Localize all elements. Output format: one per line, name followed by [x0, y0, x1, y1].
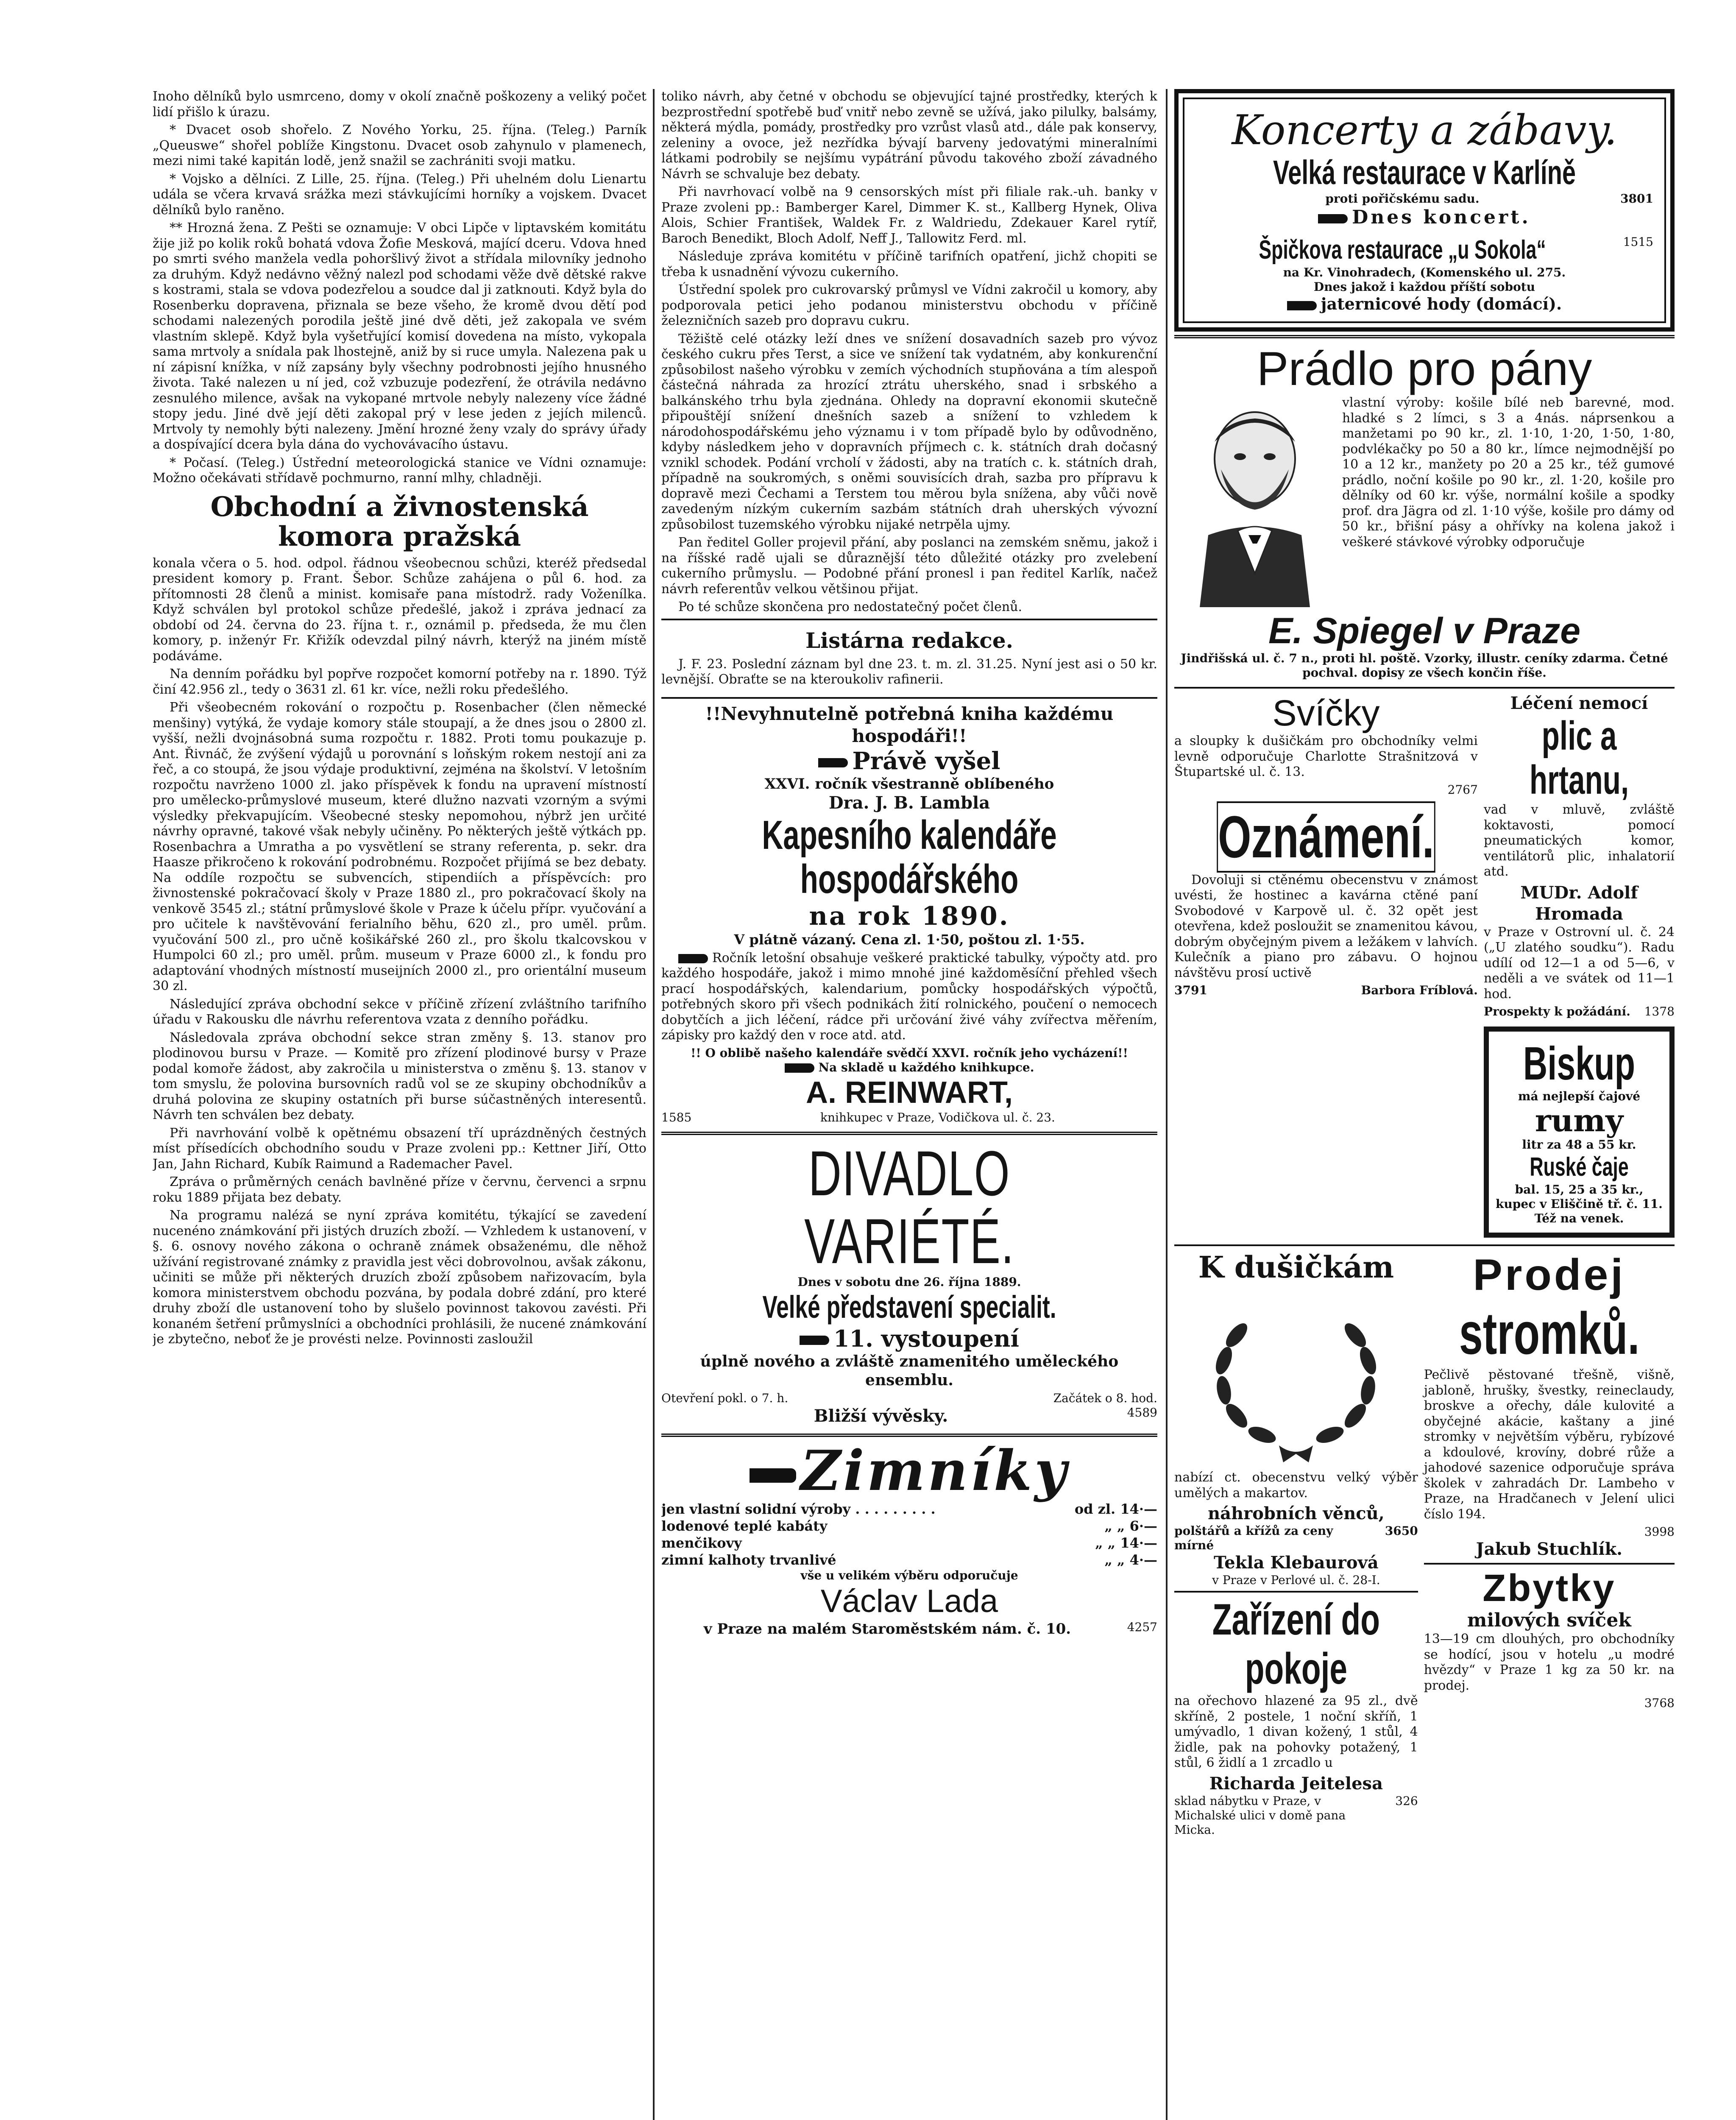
calendar-body: Ročník letošní obsahuje veškeré praktické tabulky, výpočty atd. pro každého hospodáře, jakož i mimo mnohé jiné každoměsíční přehled všech prací hospodářských, kalendarium, pomůcky hospodářských výpočtů, potřebných skoro při všech podnikách žití rolnického, poučení o nemocech dobytčích a jich léčení, rádce při určování živé váhy zvířectva měřením, zápisky pro každý den v roce atd. atd.: [661, 950, 1157, 1043]
restaurant-name: Špičkova restaurace „u Sokola“: [1259, 235, 1546, 265]
price-label: zimní kalhoty trvanlivé: [661, 1551, 836, 1568]
calendar-publisher: A. REINWART,: [805, 1075, 1013, 1110]
prodej-ad: [1424, 1250, 1675, 1837]
calendar-note: !! O oblibě našeho kalendáře svědčí XXVI. ročník jeho vycházení!!: [691, 1046, 1128, 1060]
variete-sub: 11. vystoupení: [833, 1325, 1019, 1352]
variete-posters: Bližší vývěsky.: [814, 1406, 948, 1426]
news-paragraph: * Počasí. (Teleg.) Ústřední meteorologická stanice ve Vídni oznamuje: Možno očekávati střídavě pochmurno, ranní mlhy, chladněji.: [153, 455, 646, 485]
pradlo-body: vlastní výroby: košile bílé neb barevné, mod. hladké s 2 límci, s 3 a 4nás. náprsenkou a manžetami po 90 kr., zl. 1·10, 1·20, 1·50, 1·80, podvlékačky po 50 a 80 kr., límce nejmodnější po 10 a 12 kr., manžety po 20 a 25 kr., též gumové prádlo, noční košile po 90 kr., zl. 1·20, košile pro dělníky od 60 kr. výše, normální košile a spodky prof. dra Jägra od zl. 1·10 výše, košile pro dámy od 50 kr., břišní pásy a ohřívky na kolena jakož i veškeré stávkové výrobky odporučuje: [1342, 395, 1675, 550]
news-paragraph: Při navrhování volbě k opětnému obsazení tří uprázdněných čestných míst přísedících obchodního soudu v Praze zvoleni pp.: Kettner Jiří, Otto Jan, Jahn Richard, Kubík Raimund a Rademacher Pavel.: [153, 1125, 646, 1172]
ad-number: 4589: [1127, 1405, 1157, 1420]
variete-ad: [661, 1132, 1157, 1430]
prodej-body: Pečlivě pěstované třešně, višně, jabloně, hrušky, švestky, reineclaudy, broskve a ořechy, dále kulovité a obyčejné akácie, kaštany a jiné stromky v největším výběru, rybízové a kdoulové, krovíny, dobré růže a jahodové sazenice odporučuje správa školek v zahradách Dr. Lambeho v Praze, na Hradčanech v Jelení ulici číslo 194.: [1424, 1367, 1675, 1522]
zbytky-title2: milových svíček: [1467, 1610, 1631, 1631]
koncerty-title: Koncerty a zábavy.: [1232, 106, 1617, 154]
news-paragraph: Následuje zpráva komitétu v příčině tarifních opatření, jichž chopiti se třeba k usnadnění vývozu cukerního.: [661, 249, 1157, 279]
biskup-line1: má nejlepší čajové: [1518, 1089, 1641, 1103]
news-paragraph: Na programu nalézá se nyní zpráva komitétu, týkající se zavedení nucenéno známkování při jistých druzích zboží. — Vzhledem k ustanovení, v §. 6. osnovy nového zákona o ochraně známek obsaženému, dle něhož užívání registrované známky z pravidla jest věci dobrovolnou, avšak zákonu, učiniti se může při některých druzích zboží způsobem nařizovacím, byla komora ministerstvem obchodu pozvána, by podala dobré zdání, pro které druhy zboží dle ustanovení toho by slušelo povinnost takovou zavésti. Při konaném šetření průmyslníci a obchodníci prohlásili, že nucené známkování je zbytečno, neboť že je provésti nelze. Povinnosti zasloužil: [153, 1208, 646, 1347]
zarizeni-title: Zařízení do pokoje: [1212, 1595, 1380, 1693]
dusickam-body: nabízí ct. obecenstvu velký výběr umělých a makartov.: [1174, 1470, 1418, 1501]
price-value: „ „ 4·—: [1104, 1551, 1157, 1568]
gentleman-portrait-icon: [1174, 395, 1335, 607]
publisher-address: knihkupec v Praze, Vodičkova ul. č. 23.: [820, 1110, 1055, 1124]
pradlo-title: Prádlo pro pány: [1257, 342, 1592, 395]
prodej-title2: stromků.: [1459, 1300, 1640, 1367]
section-heading: Obchodní a živnostenská komora pražská: [210, 491, 589, 552]
price-label: lodenové teplé kabáty: [661, 1517, 828, 1534]
news-paragraph: Pan ředitel Goller projevil přání, aby poslanci na zemském sněmu, jakož i na říšské radě ujali se důraznější této důležité otázky pro zvelebení cukerního průmyslu. — Podobné přání pronesl i pan ředitel Karlík, načež návrh referentův velkou většinou přijat.: [661, 535, 1157, 597]
pointing-hand-icon: [1287, 301, 1317, 310]
ad-number: 1585: [661, 1110, 692, 1124]
pointing-hand-icon: [750, 1468, 796, 1483]
pointing-hand-icon: [785, 1063, 814, 1073]
biskup-line2: litr za 48 a 55 kr.: [1522, 1138, 1636, 1152]
calendar-store: Na skladě u každého knihkupce.: [818, 1060, 1034, 1074]
svicky-body: a sloupky k dušičkám pro obchodníky velmi levně odporučuje Charlotte Strašnitzová v Štupartské ul. č. 13.: [1174, 734, 1478, 779]
zarizeni-body: na ořechovo hlazené za 95 zl., dvě skříně, 2 postele, 1 noční skříň, 1 umývadlo, 1 divan kožený, 1 stůl, 4 židle, pak na pohovky potažený, 1 stůl, 6 židlí a 1 zrcadlo u: [1174, 1693, 1418, 1770]
news-paragraph: ** Hrozná žena. Z Pešti se oznamuje: V obci Lipče v liptavském komitátu žije již po kolik roků bohatá vdova Žofie Mesková, mající dceru. Vdova hned po smrti svého manžela vedla pohoršlivý život a střídala milovníky jednoho za druhým. Když nedávno věžný nalezl pod schodami věže dvě dětské rakve s kostrami, stala se vdova podezřelou a soudce dal ji zatknouti. Když byla do Rosenberku dopravena, přiznala se beze všeho, že kromě dvou dětí pod schodami nalezených porodila ještě jiné dvě děti, jež zakopala ve svém vlastním sklepě. Když byla vyšetřující komisí dovedena na místo, vykopala sama mrtvoly a snídala pak lhostejně, aniž by si ruce umyla. Nalezena pak u ní zápisní knížka, v níž zapsány byly všechny podrobnosti jejího hnusného života. Také nalezen u ní jed, což vzbuzuje podezření, že otrávila nedávno zesnulého milence, avšak na vykopané mrtvole nebyly nalezeny více žádné stopy jedu. Jiné dvě její děti zakopal prý v lese jeden z jejích milenců. Mrtvoly ty nemohly býti nalezeny. Jmění hrozné ženy vzaly do správy úřady a dospívající dcera byla dána do vychovávacího ústavu.: [153, 220, 646, 452]
prodej-title: Prodej: [1473, 1250, 1626, 1300]
price-value: „ „ 6·—: [1104, 1517, 1157, 1534]
calendar-title: Kapesního kalendáře hospodářského: [762, 812, 1057, 902]
zimniky-title: Zimníky: [800, 1438, 1069, 1503]
calendar-year: na rok 1890.: [809, 901, 1010, 931]
zimniky-foot: vše u velikém výběru odporučuje: [800, 1568, 1018, 1582]
listarna-title: Listárna redakce.: [805, 628, 1014, 653]
zbytky-title: Zbytky: [1482, 1567, 1616, 1610]
price-label: jen vlastní solidní výroby . . . . . . . . .: [661, 1501, 936, 1517]
small-ads-row-2: [1174, 1244, 1675, 1841]
ad-number: 3998: [1644, 1525, 1675, 1539]
zimniky-name: Václav Lada: [820, 1583, 998, 1619]
leceni-ad: [1484, 693, 1675, 1238]
calendar-price: V plátně vázaný. Cena zl. 1·50, poštou zl. 1·55.: [734, 931, 1085, 948]
pointing-hand-icon: [818, 758, 848, 767]
calendar-ad: [661, 697, 1157, 1128]
variete-headline: Velké představení specialit.: [762, 1289, 1056, 1325]
ad-number: 3650: [1385, 1524, 1418, 1538]
variete-sub2: úplně nového a zvláště znamenitého uměleckého ensemblu.: [700, 1352, 1119, 1389]
calendar-line3: Dra. J. B. Lambla: [828, 792, 990, 813]
biskup-ad: [1484, 1027, 1675, 1238]
listarna-text: J. F. 23. Poslední záznam byl dne 23. t. m. zl. 31.25. Nyní jest asi o 50 kr. levnější. Obraťte se na kteroukoliv rafinerii.: [661, 656, 1157, 687]
oznameni-name: Barbora Fríblová.: [1361, 983, 1478, 997]
ad-number: 3801: [1620, 192, 1653, 206]
svicky-title: Svíčky: [1272, 693, 1380, 734]
calendar-line2: XXVI. ročník všestranně oblíbeného: [764, 775, 1054, 792]
restaurant-location: proti pořičskému sadu.: [1325, 192, 1480, 206]
biskup-title: Biskup: [1523, 1038, 1635, 1090]
news-paragraph: * Vojsko a dělníci. Z Lille, 25. října. (Teleg.) Při uhelném dolu Lienartu udála se včera krvavá srážka mezi stávkujícími horníky a vojskem. Dvacet dělníků bylo raněno.: [153, 171, 646, 218]
pradlo-name: E. Spiegel v Praze: [1268, 611, 1581, 651]
pradlo-ad: [1174, 335, 1675, 683]
zimniky-address: v Praze na malém Staroměstském nám. č. 10.: [703, 1620, 1071, 1637]
leceni-address: v Praze v Ostrovní ul. č. 24 („U zlatého soudku“). Radu udílí od 12—1 a od 5—6, v neděli a ve svátek od 11—1 hod.: [1483, 924, 1675, 1001]
zarizeni-address: sklad nábytku v Praze, v Michalské ulici v domě pana Micka.: [1174, 1794, 1346, 1837]
news-paragraph: Následovala zpráva obchodní sekce stran změny §. 13. stanov pro plodinovou bursu v Praze. — Komitě pro zřízení plodinové bursy v Praze podal komoře žádost, aby zakročila u ministerstva o změnu §. 13. stanov v tom smyslu, že polovina bursovních radů vol se ze skupiny obchodníkův a druhá polovina ze skupiny ostatních při burse súčastněných interesentů. Návrh ten schválen bez debaty.: [153, 1030, 646, 1122]
oznameni-body: Dovoluji si ctěnému obecenstvu v známost uvésti, že hostinec a kavárna ctěné paní Svobodové v Karpově ul. č. 32 opět jest otevřena, kdež posloužit se znamenitou kávou, dobrým obyčejným pivem a ležákem v lahvích. Kulečník a piano pro zábavu. O hojnou návštěvu prosí uctivě: [1174, 872, 1478, 980]
variete-start: Začátek o 8. hod.: [1053, 1391, 1157, 1405]
zarizeni-name: Richarda Jeitelesa: [1209, 1773, 1383, 1794]
column-news: [153, 89, 646, 2120]
leceni-line1: Léčení nemocí: [1510, 693, 1648, 713]
news-paragraph: Těžiště celé otázky leží dnes ve snížení dosavadních sazeb pro vývoz českého cukru přes Terst, a sice ve snížení tak vydatném, aby konkurenční způsobilost našeho výrobku v zemích východních stupňována a tím alespoň částečná náhrada za hrozící ztrátu uherského, snad i srbského a balkánského trhu byla zjednána. Ohledy na dopravní ekonomii skutečně připouštějí snížení dnešních sazeb a snížení to vzhledem k národohospodářskému jeho významu i v tom případě bylo by odůvodněno, kdyby následkem jeho v dopravních příjmech c. k. státních drah dočasný vznikl schodek. Podání vrcholí v žádosti, aby na tratích c. k. státních drah, případně na soukromých, s oněmi souvisících drah, sazba pro přípravu k dopravě mezi Čechami a Terstem tou měrou byla snížena, aby vůči nově zavedeným nízkým cukerním sazbám státních drah uherských vývozní způsobilost tuzemského výrobku nijaké netrpěla ujmy.: [661, 331, 1157, 532]
restaurant-event: Dnes koncert.: [1352, 206, 1531, 228]
news-paragraph: toliko návrh, aby četné v obchodu se objevující tajné prostředky, kterých k bezprostřední spotřebě buď vnitř nebo zevně se užívá, jako pilulky, balsámy, některá mýdla, pomády, prostředky pro vzrůst vlasů atd., dále pak konservy, zeleniny a ovoce, jež nezřídka bývají barveny jedovatými mineralními látkami podrobily se nejšímu vypátrání původu takového zboží závadného Návrh se schvaluje bez debaty.: [661, 89, 1157, 181]
price-value: „ „ 14·—: [1095, 1534, 1157, 1551]
price-label: menčikovy: [661, 1534, 742, 1551]
dusickam-address: v Praze v Perlové ul. č. 28-I.: [1212, 1573, 1380, 1587]
zbytky-body: 13—19 cm dlouhých, pro obchodníky se hodící, jsou v hotelu „u modré hvězdy“ v Praze 1 kg za 50 kr. na prodej.: [1424, 1632, 1675, 1693]
oznameni-title: Oznámení.: [1217, 801, 1435, 873]
news-paragraph: Po té schůze skončena pro nedostatečný počet členů.: [678, 600, 1023, 614]
leceni-body: vad v mluvě, zvláště koktavosti, pomocí pneumatických komor, ventilátorů plic, inhalatorií atd.: [1483, 802, 1675, 879]
prodej-name: Jakub Stuchlík.: [1476, 1539, 1623, 1559]
calendar-line1: Právě vyšel: [852, 747, 1000, 775]
variete-title: DIVADLO VARIÉTÉ.: [804, 1137, 1014, 1277]
leceni-title: plic a hrtanu,: [1529, 713, 1629, 803]
small-ads-row-1: [1174, 687, 1675, 1241]
dusickam-ad: [1174, 1250, 1418, 1837]
dusickam-title: K dušičkám: [1198, 1250, 1394, 1285]
dusickam-body2: polštářů a křížů za ceny mírné: [1174, 1524, 1333, 1552]
pointing-hand-icon: [1318, 214, 1348, 223]
restaurant-name: Velká restaurace v Karlíně: [1273, 153, 1576, 191]
ad-number: 1515: [1623, 235, 1653, 249]
column-ads: [1174, 89, 1675, 2120]
restaurant-event: jaternicové hody (domácí).: [1321, 294, 1562, 313]
biskup-line3: bal. 15, 25 a 35 kr., kupec v Eliščině tř. č. 11. Též na venek.: [1496, 1183, 1663, 1225]
pointing-hand-icon: [678, 954, 708, 963]
variete-open: Otevření pokl. o 7. h.: [661, 1391, 789, 1405]
wreath-icon: [1186, 1284, 1406, 1467]
ad-number: 4257: [1127, 1620, 1157, 1634]
zbytky-ad: [1424, 1563, 1675, 1710]
price-value: od zl. 14·—: [1074, 1501, 1157, 1517]
news-paragraph: Při navrhovací volbě na 9 censorských míst při filiale rak.-uh. banky v Praze zvoleni pp.: Bamberger Karel, Dimmer K. st., Kallberg Hynek, Oliva Alois, Schier František, Waldek Fr. z Waldriedu, Zdekauer Karel rytíř, Baroch Benedikt, Bloch Adolf, Neff J., Tallowitz Ferd. ml.: [661, 184, 1157, 246]
listarna-redakce: [661, 619, 1157, 694]
restaurant-schedule: Dnes jakož i každou příští sobotu: [1313, 280, 1535, 294]
news-paragraph: * Dvacet osob shořelo. Z Nového Yorku, 25. října. (Teleg.) Parník „Queuswe“ shořel poblíže Kingstonu. Dvacet osob zahynulo v plamenech, mezi nimi také kapitán lodě, jenž snažil se zachrániti svoji matku.: [153, 123, 646, 168]
news-paragraph: Inoho dělníků bylo usmrceno, domy v okolí značně poškozeny a veliký počet lidí přišlo k úrazu.: [153, 89, 646, 120]
column-rule: [653, 89, 655, 2120]
biskup-title2: rumy: [1535, 1102, 1624, 1138]
pointing-hand-icon: [800, 1336, 829, 1345]
ad-number: 3791: [1174, 983, 1207, 997]
biskup-title3: Ruské čaje: [1530, 1152, 1629, 1182]
news-paragraph: Následující zpráva obchodní sekce v příčině zřízení zvláštního tarifního úřadu v Rakousku dle návrhu referentova vzata z denního pořádku.: [153, 996, 646, 1027]
ad-number: 1378: [1644, 1004, 1675, 1018]
zimniky-ad: [661, 1434, 1157, 1641]
news-paragraph: konala včera o 5. hod. odpol. řádnou všeobecnou schůzi, kteréž předsedal president komory p. Frant. Šebor. Schůze zahájena o půl 6. hod. za přítomnosti 28 členů a minist. komisaře pana místodrž. rady Voženílka. Když schválen byl protokol schůze předešlé, jakož i zpráva jednací za období od 24. června do 23. října t. r., oznámil p. předseda, že mu člen komory, p. inženýr Fr. Křižík odevzdal pilný návrh, kterýž na jiném místě podáváme.: [153, 555, 646, 664]
dusickam-name: Tekla Klebaurová: [1214, 1553, 1379, 1573]
koncerty-ad: [1174, 89, 1675, 332]
news-paragraph: Na denním pořádku byl popřve rozpočet komorní potřeby na r. 1890. Týž činí 42.956 zl., tedy o 3631 zl. 61 kr. více, nežli roku předešlého.: [153, 667, 646, 697]
leceni-doctor: MUDr. Adolf Hromada: [1520, 882, 1638, 924]
restaurant-location: na Kr. Vinohradech, (Komenského ul. 275.: [1283, 265, 1566, 279]
calendar-top-line: !!Nevyhnutelně potřebná kniha každému hospodáři!!: [705, 703, 1114, 746]
ad-number: 2767: [1447, 782, 1478, 797]
variete-date: Dnes v sobotu dne 26. října 1889.: [797, 1275, 1021, 1289]
news-paragraph: Ústřední spolek pro cukrovarský průmysl ve Vídni zakročil u komory, aby podporovala petici jeho podanou ministerstvu obchodu v příčině železničních sazeb pro dopravu cukru.: [661, 282, 1157, 328]
pradlo-address: Jindřišská ul. č. 7 n., proti hl. poště. Vzorky, illustr. ceníky zdarma. Četné pochval. dopisy ze všech končin říše.: [1181, 651, 1668, 680]
column-news-ads: [661, 89, 1157, 2120]
ad-number: 3768: [1644, 1696, 1675, 1710]
ad-number: 326: [1395, 1794, 1418, 1808]
leceni-foot: Prospekty k požádání.: [1484, 1004, 1630, 1018]
news-paragraph: Zpráva o průměrných cenách bavlněné příze v červnu, červenci a srpnu roku 1889 přijata bez debaty.: [153, 1174, 646, 1205]
news-paragraph: Při všeobecném rokování o rozpočtu p. Rosenbacher (člen německé menšiny) vytýká, že vydaje komory stále stoupají, a že dnes jsou o 2800 zl. vyšší, nežli dvojnásobná suma rozpočtu r. 1882. Proti tomu poukazuje p. Ant. Řivnáč, že zvýšení výdajů u porovnání s loňským rokem nestojí ani za řeč, a co stoupá, že jsou výdaje produktivní, zejména na školství. V letošním rozpočtu navrženo 1000 zl. jako příspěvek k fondu na upravení místností pro umělecko-průmyslové museum, které dlužno nazvati vzorným a svými výsledky překvapujícím. Všeobecné stesky nepomohou, nýbrž jen určité návrhy opravné, takové však nebyly učiněny. Po některých ještě výtkách pp. Rosenbachra a Umratha a po vysvětlení se strany referenta, p. sekr. dra Haasze přikročeno k rokování podrobnému. Rozpočet přijímá se bez debaty. Na oddíle rozpočtu se subvencích, stipendiích a příspěvcích: pro živnostenské pokračovací školy v Praze 1880 zl., pro pokračovací školy na venkově 3545 zl.; státní průmyslové škole v Praze k účelu přípr. vyučování a pro učitele k navštěvování ferialního běhu, 620 zl., pro uměl. prům. vyučování 500 zl., pro učně košikářské 260 zl., pro školu tkalcovskou v Humpolci 60 zl.; pro uměl. prům. museum v Praze 6000 zl., k fondu pro adaptování vhodných místností museijních 2000 zl., pro orientální museum 30 zl.: [153, 700, 646, 993]
svicky-ad: [1174, 693, 1478, 1238]
dusickam-bold: náhrobních věnců,: [1208, 1504, 1385, 1523]
column-rule: [1166, 89, 1168, 2120]
